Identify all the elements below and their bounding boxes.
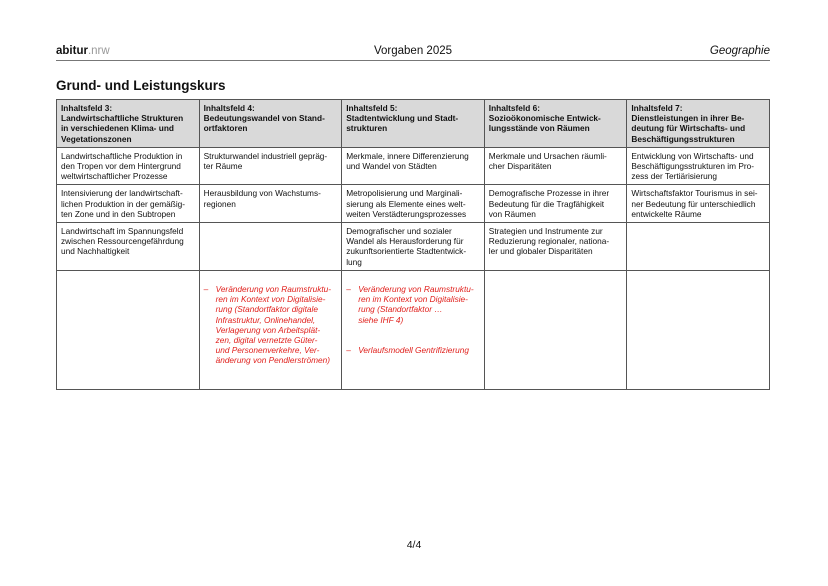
table-cell xyxy=(627,223,770,271)
column-header: Inhaltsfeld 5: Stadtentwicklung und Stadt- strukturen xyxy=(342,100,485,148)
page-number: 4/4 xyxy=(406,539,422,551)
column-header: Inhaltsfeld 7: Dienstleistungen in ihrer Be- deutung für Wirtschafts- und Beschäftigungsstrukturen xyxy=(627,100,770,148)
red-note-text: Verlaufsmodell Gentrifizierung xyxy=(358,345,470,356)
table-cell: Herausbildung von Wachstums- regionen xyxy=(199,185,342,223)
table-cell: Strategien und Instrumente zur Reduzierung regionaler, nationa- ler und globaler Disparitäten xyxy=(484,223,627,271)
table-cell: Demografische Prozesse in ihrer Bedeutung für die Tragfähigkeit von Räumen xyxy=(484,185,627,223)
dash: – xyxy=(346,345,351,356)
column-header: Inhaltsfeld 3: Landwirtschaftliche Strukturen in verschiedenen Klima- und Vegetationszonen xyxy=(57,100,200,148)
brand-bold: abitur xyxy=(56,45,88,57)
table-row xyxy=(57,185,770,223)
page-header xyxy=(56,44,770,61)
table-cell: Demografischer und sozialer Wandel als Herausforderung für zukunftsorientierte Stadtentwick- lung xyxy=(342,223,485,271)
dash: – xyxy=(346,284,351,295)
content-table xyxy=(56,99,770,390)
table-cell: Metropolisierung und Marginali- sierung als Elemente eines welt- weiten Verstädterungsprozesses xyxy=(342,185,485,223)
table-cell: Intensivierung der landwirtschaft- lichen Produktion in der gemäßig- ten Zone und in den Subtropen xyxy=(57,185,200,223)
table-row xyxy=(57,223,770,271)
red-note xyxy=(346,284,480,325)
table-cell: Landwirtschaft im Spannungsfeld zwischen Ressourcengefährdung und Nachhaltigkeit xyxy=(57,223,200,271)
table-cell-red-notes xyxy=(342,270,485,389)
table-row xyxy=(57,147,770,185)
header-subject: Geographie xyxy=(709,45,770,57)
red-note xyxy=(346,345,480,355)
table-cell xyxy=(57,270,200,389)
table-header-row xyxy=(57,100,770,148)
table-cell xyxy=(199,223,342,271)
table-cell: Entwicklung von Wirtschafts- und Beschäftigungsstrukturen im Pro- zess der Tertiärisierung xyxy=(627,147,770,185)
table-cell: Merkmale und Ursachen räumli- cher Disparitäten xyxy=(484,147,627,185)
header-center: Vorgaben 2025 xyxy=(373,45,453,57)
table-cell: Wirtschaftsfaktor Tourismus in sei- ner Bedeutung für unterschiedlich entwickelte Räume xyxy=(627,185,770,223)
dash: – xyxy=(203,284,209,295)
brand-light: .nrw xyxy=(87,45,110,57)
red-note-text: Veränderung von Raumstruktu- ren im Kontext von Digitalisie- rung (Standortfaktor … siehe IHF 4) xyxy=(358,284,474,325)
section-title: Grund- und Leistungskurs xyxy=(56,78,226,93)
table-cell: Merkmale, innere Differenzierung und Wandel von Städten xyxy=(342,147,485,185)
red-note-text: Veränderung von Raumstruktu- ren im Kontext von Digitalisie- rung (Standortfaktor digitale Infrastruktur, Onlinehandel, Verlagerung von Arbeitsplät- zen, digital vernetzte Güter- und Personenverkehre, Ver- änderung von Pendlerströmen) xyxy=(215,284,332,366)
table-row-additions xyxy=(57,270,770,389)
table-cell xyxy=(484,270,627,389)
table-cell: Strukturwandel industriell gepräg- ter Räume xyxy=(199,147,342,185)
table-cell xyxy=(627,270,770,389)
column-header: Inhaltsfeld 6: Sozioökonomische Entwick- lungsstände von Räumen xyxy=(484,100,627,148)
red-note xyxy=(204,284,338,366)
table-cell: Landwirtschaftliche Produktion in den Tropen vor dem Hintergrund weltwirtschaftlicher Prozesse xyxy=(57,147,200,185)
column-header: Inhaltsfeld 4: Bedeutungswandel von Stand- ortfaktoren xyxy=(199,100,342,148)
table-cell-red-notes xyxy=(199,270,342,389)
